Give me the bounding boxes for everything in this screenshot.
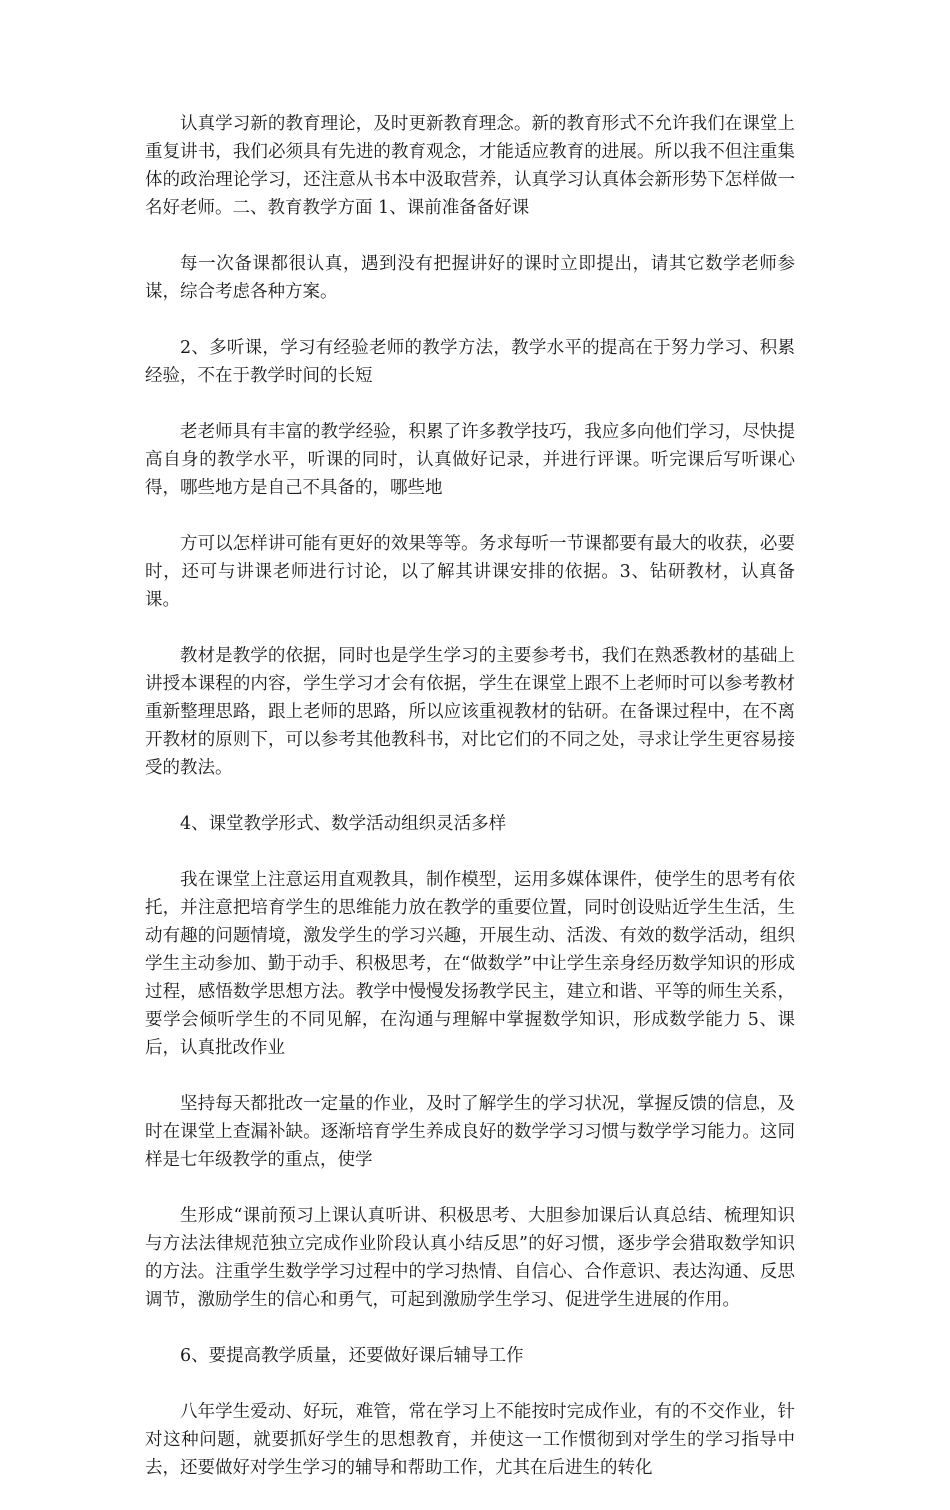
paragraph-5: 方可以怎样讲可能有更好的效果等等。务求每听一节课都要有最大的收获，必要时，还可与讲课老师进行讨论，以了解其讲课安排的依据。3、钻研教材，认真备课。 [145, 534, 795, 610]
paragraph-9: 坚持每天都批改一定量的作业，及时了解学生的学习状况，掌握反馈的信息，及时在课堂上查漏补缺。逐渐培育学生养成良好的数学学习习惯与数学学习能力。这同样是七年级教学的重点，使学 [145, 1094, 795, 1170]
paragraph-12: 八年学生爱动、好玩，难管，常在学习上不能按时完成作业，有的不交作业，针对这种问题，就要抓好学生的思想教育，并使这一工作惯彻到对学生的学习指导中去，还要做好对学生学习的辅导和帮助工作，尤其在后进生的转化 [145, 1402, 795, 1478]
paragraph-1: 认真学习新的教育理论，及时更新教育理念。新的教育形式不允许我们在课堂上重复讲书，我们必须具有先进的教育观念，才能适应教育的进展。所以我不但注重集体的政治理论学习，还注意从书本中汲取营养，认真学习认真体会新形势下怎样做一名好老师。二、教育教学方面 1、课前准备备好课 [145, 114, 795, 218]
paragraph-8: 我在课堂上注意运用直观教具，制作模型，运用多媒体课件，使学生的思考有依托，并注意把培育学生的思维能力放在教学的重要位置，同时创设贴近学生生活，生动有趣的问题情境，激发学生的学习兴趣，开展生动、活泼、有效的数学活动，组织学生主动参加、勤于动手、积极思考，在“做数学”中让学生亲身经历数学知识的形成过程，感悟数学思想方法。教学中慢慢发扬教学民主，建立和谐、平等的师生关系，要学会倾听学生的不同见解，在沟通与理解中掌握数学知识，形成数学能力 5、课后，认真批改作业 [145, 870, 795, 1058]
paragraph-2: 每一次备课都很认真，遇到没有把握讲好的课时立即提出，请其它数学老师参谋，综合考虑各种方案。 [145, 254, 795, 302]
paragraph-11: 6、要提高教学质量，还要做好课后辅导工作 [180, 1346, 524, 1366]
paragraph-3: 2、多听课，学习有经验老师的教学方法，教学水平的提高在于努力学习、积累经验，不在于教学时间的长短 [145, 338, 795, 386]
paragraph-10: 生形成“课前预习上课认真听讲、积极思考、大胆参加课后认真总结、梳理知识与方法法律规范独立完成作业阶段认真小结反思”的好习惯，逐步学会猎取数学知识的方法。注重学生数学学习过程中的学习热情、自信心、合作意识、表达沟通、反思调节，激励学生的信心和勇气，可起到激励学生学习、促进学生进展的作用。 [145, 1206, 795, 1310]
paragraph-6: 教材是教学的依据，同时也是学生学习的主要参考书，我们在熟悉教材的基础上讲授本课程的内容，学生学习才会有依据，学生在课堂上跟不上老师时可以参考教材重新整理思路，跟上老师的思路，所以应该重视教材的钻研。在备课过程中，在不离开教材的原则下，可以参考其他教科书，对比它们的不同之处，寻求让学生更容易接受的教法。 [145, 646, 795, 778]
paragraph-4: 老老师具有丰富的教学经验，积累了许多教学技巧，我应多向他们学习，尽快提高自身的教学水平，听课的同时，认真做好记录，并进行评课。听完课后写听课心得，哪些地方是自己不具备的，哪些地 [145, 422, 795, 498]
document-body [145, 110, 795, 1510]
paragraph-7: 4、课堂教学形式、数学活动组织灵活多样 [180, 814, 507, 834]
